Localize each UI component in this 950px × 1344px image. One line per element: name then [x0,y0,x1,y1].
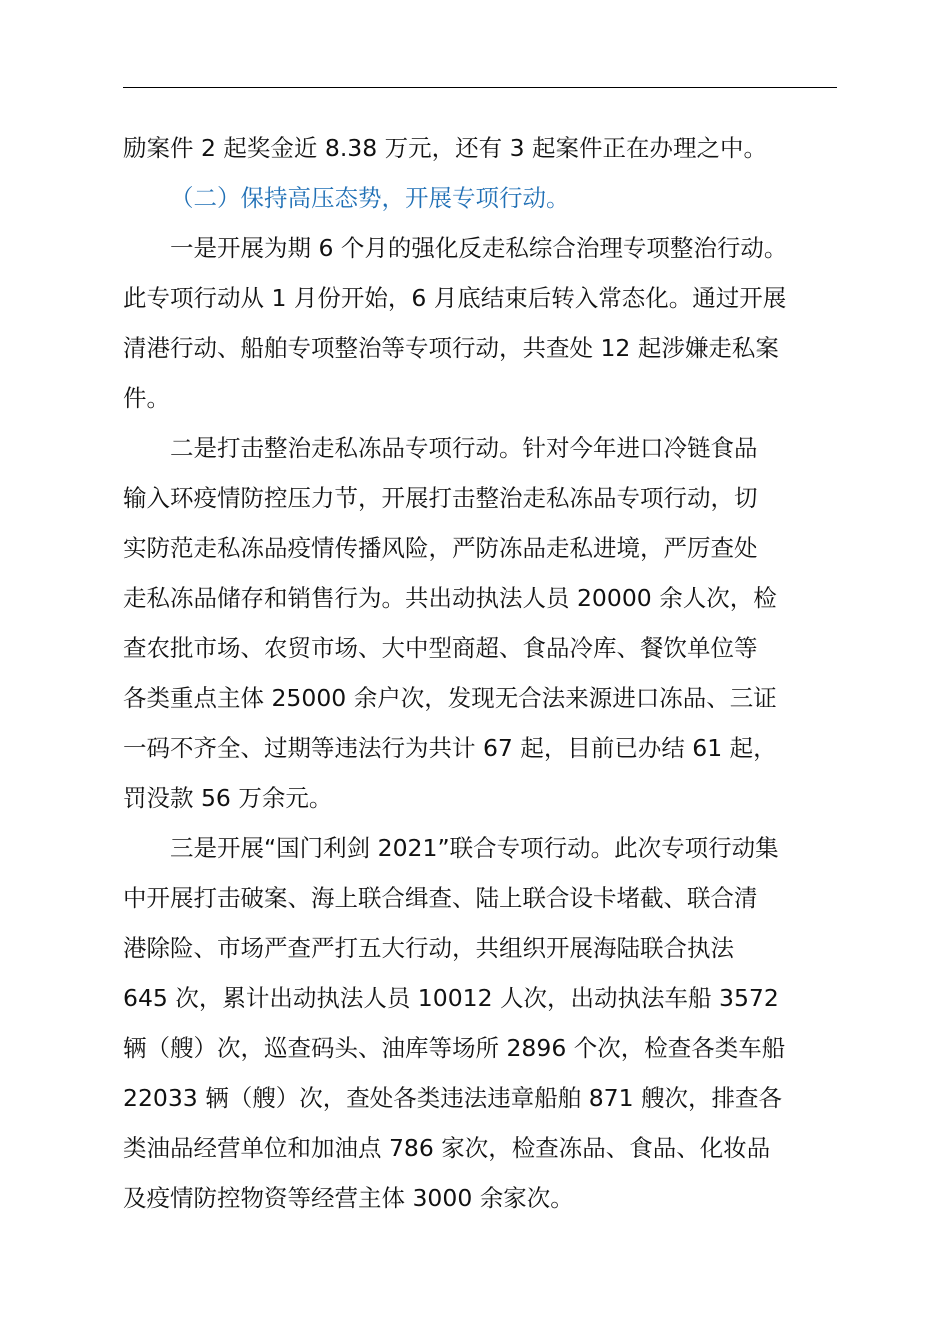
text-line: 类油品经营单位和加油点 786 家次，检查冻品、食品、化妆品 [123,1134,771,1162]
text-line: 励案件 2 起奖金近 8.38 万元，还有 3 起案件正在办理之中。 [123,134,768,162]
text-line: 各类重点主体 25000 余户次，发现无合法来源进口冻品、三证 [123,684,777,712]
text-line: 二是打击整治走私冻品专项行动。针对今年进口冷链食品 [170,434,758,462]
text-line: 一码不齐全、过期等违法行为共计 67 起，目前已办结 61 起， [123,734,777,762]
section-heading: （二）保持高压态势，开展专项行动。 [170,184,570,212]
text-line: 中开展打击破案、海上联合缉查、陆上联合设卡堵截、联合清 [123,884,758,912]
text-line: 645 次，累计出动执法人员 10012 人次，出动执法车船 3572 [123,984,779,1012]
text-line: 此专项行动从 1 月份开始，6 月底结束后转入常态化。通过开展 [123,284,787,312]
text-line: 查农批市场、农贸市场、大中型商超、食品冷库、餐饮单位等 [123,634,758,662]
text-line: 清港行动、船舶专项整治等专项行动，共查处 12 起涉嫌走私案 [123,334,779,362]
text-line: 三是开展“国门利剑 2021”联合专项行动。此次专项行动集 [170,834,779,862]
text-line: 走私冻品储存和销售行为。共出动执法人员 20000 余人次，检 [123,584,777,612]
text-line: 输入环疫情防控压力节，开展打击整治走私冻品专项行动，切 [123,484,758,512]
document-body [123,123,837,1223]
text-line: 及疫情防控物资等经营主体 3000 余家次。 [123,1184,574,1212]
text-line: 港除险、市场严查严打五大行动，共组织开展海陆联合执法 [123,934,734,962]
text-line: 实防范走私冻品疫情传播风险，严防冻品走私进境，严厉查处 [123,534,758,562]
text-line: 22033 辆（艘）次，查处各类违法违章船舶 871 艘次，排查各 [123,1084,783,1112]
header-rule [123,87,837,88]
text-line: 辆（艘）次，巡查码头、油库等场所 2896 个次，检查各类车船 [123,1034,786,1062]
text-line: 罚没款 56 万余元。 [123,784,333,812]
text-line: 一是开展为期 6 个月的强化反走私综合治理专项整治行动。 [170,234,788,262]
text-line: 件。 [123,384,170,412]
